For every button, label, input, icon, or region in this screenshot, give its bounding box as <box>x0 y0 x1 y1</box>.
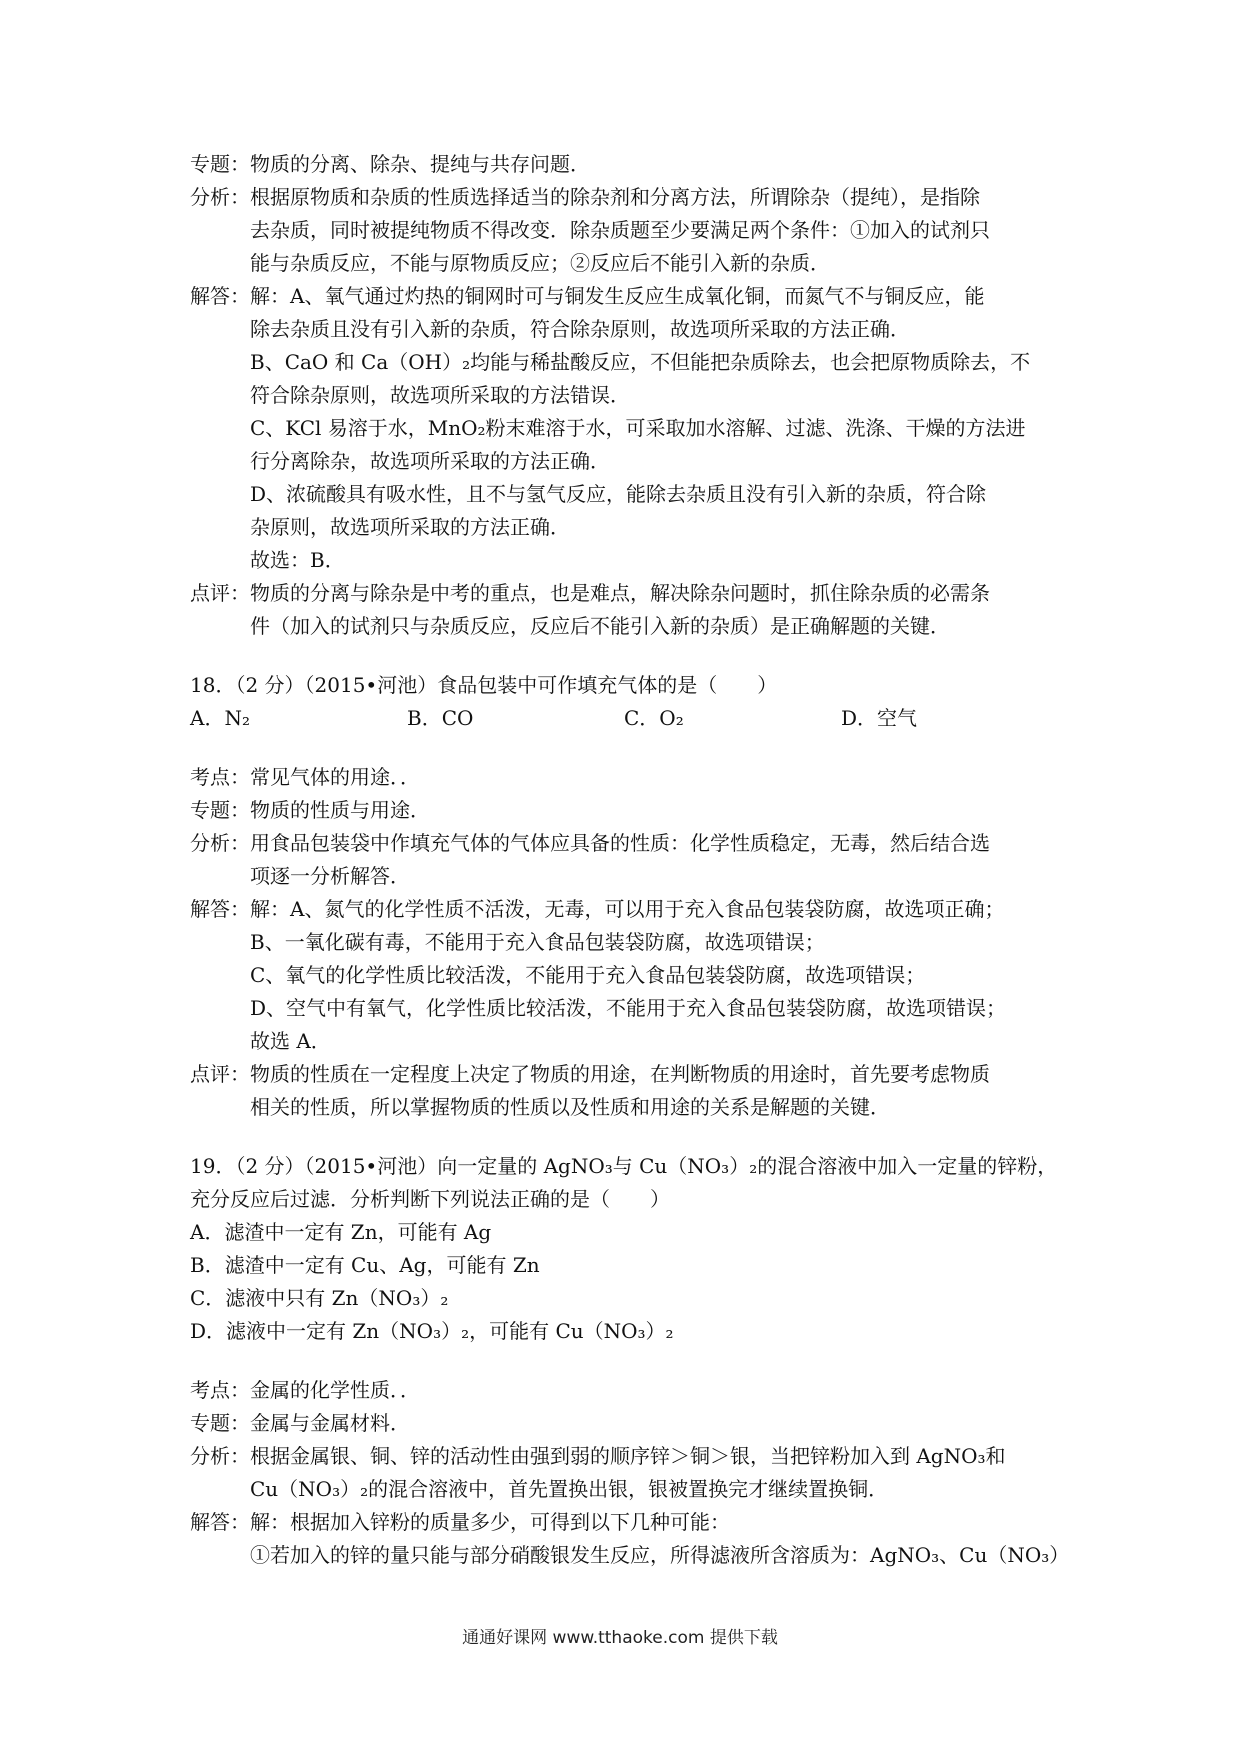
text-line: 项逐一分析解答． <box>250 864 410 888</box>
text-line: 件（加入的试剂只与杂质反应，反应后不能引入新的杂质）是正确解题的关键． <box>250 614 950 638</box>
text-line: C、KCl 易溶于水，MnO₂粉末难溶于水，可采取加水溶解、过滤、洗涤、干燥的方法进 <box>250 416 1026 440</box>
text-line: 物质的分离、除杂、提纯与共存问题． <box>250 152 590 176</box>
text-line: 物质的分离与除杂是中考的重点，也是难点，解决除杂问题时，抓住除杂质的必需条 <box>250 581 990 605</box>
text-line: 金属与金属材料． <box>250 1411 410 1435</box>
text-line: 行分离除杂，故选项所采取的方法正确． <box>250 449 610 473</box>
text-line: 常见气体的用途．． <box>250 765 420 789</box>
q18-options <box>190 702 1060 735</box>
section-label: 解答： <box>190 284 250 308</box>
text-line: D、空气中有氧气，化学性质比较活泼，不能用于充入食品包装袋防腐，故选项错误； <box>250 996 1007 1020</box>
text-line: 物质的性质在一定程度上决定了物质的用途，在判断物质的用途时，首先要考虑物质 <box>250 1062 990 1086</box>
document-content <box>190 148 1070 1572</box>
q18-kaodian <box>190 761 1060 794</box>
q18-fenxi <box>190 827 1060 893</box>
section-label: 点评： <box>190 581 250 605</box>
q17-jieda <box>190 280 1060 577</box>
section-label: 考点： <box>190 1378 250 1402</box>
text-line: D、浓硫酸具有吸水性，且不与氢气反应，能除去杂质且没有引入新的杂质，符合除 <box>250 482 987 506</box>
q18-zhuanti <box>190 794 1060 827</box>
q18-dianping <box>190 1058 1060 1124</box>
option-a: A．滤渣中一定有 Zn，可能有 Ag <box>190 1220 492 1244</box>
text-line: 相关的性质，所以掌握物质的性质以及性质和用途的关系是解题的关键． <box>250 1095 890 1119</box>
text-line: 去杂质，同时被提纯物质不得改变．除杂质题至少要满足两个条件：①加入的试剂只 <box>250 218 990 242</box>
q19-zhuanti <box>190 1407 1060 1440</box>
text-line: 用食品包装袋中作填充气体的气体应具备的性质：化学性质稳定，无毒，然后结合选 <box>250 831 990 855</box>
q19-fenxi <box>190 1440 1060 1506</box>
q19-kaodian <box>190 1374 1060 1407</box>
text-line: 解：根据加入锌粉的质量多少，可得到以下几种可能： <box>250 1510 730 1534</box>
section-label: 分析： <box>190 1444 250 1468</box>
option-d: D．空气 <box>841 706 918 730</box>
text-line: ①若加入的锌的量只能与部分硝酸银发生反应，所得滤液所含溶质为：AgNO₃、Cu（NO₃） <box>250 1543 1070 1567</box>
text-line: C、氧气的化学性质比较活泼，不能用于充入食品包装袋防腐，故选项错误； <box>250 963 926 987</box>
option-b: B．CO <box>407 706 474 730</box>
text-line: B、一氧化碳有毒，不能用于充入食品包装袋防腐，故选项错误； <box>250 930 825 954</box>
option-c: C．滤液中只有 Zn（NO₃）₂ <box>190 1286 449 1310</box>
q17-zhuanti <box>190 148 1060 181</box>
text-line: 故选 A． <box>250 1029 331 1053</box>
text-line: B、CaO 和 Ca（OH）₂均能与稀盐酸反应，不但能把杂质除去，也会把原物质除去，不 <box>250 350 1031 374</box>
section-label: 解答： <box>190 897 250 921</box>
text-line: 金属的化学性质．． <box>250 1378 420 1402</box>
text-line: 解：A、氮气的化学性质不活泼，无毒，可以用于充入食品包装袋防腐，故选项正确； <box>250 897 1005 921</box>
text-line: 故选：B． <box>250 548 345 572</box>
text-line: 除去杂质且没有引入新的杂质，符合除杂原则，故选项所采取的方法正确． <box>250 317 910 341</box>
text-line: 物质的性质与用途． <box>250 798 430 822</box>
section-label: 专题： <box>190 798 250 822</box>
text-line: 杂原则，故选项所采取的方法正确． <box>250 515 570 539</box>
option-c: C．O₂ <box>624 706 684 730</box>
section-label: 解答： <box>190 1510 250 1534</box>
option-d: D．滤液中一定有 Zn（NO₃）₂，可能有 Cu（NO₃）₂ <box>190 1319 674 1343</box>
text-line: 符合除杂原则，故选项所采取的方法错误． <box>250 383 630 407</box>
text-line: 根据金属银、铜、锌的活动性由强到弱的顺序锌＞铜＞银，当把锌粉加入到 AgNO₃和 <box>250 1444 1006 1468</box>
text-line: 解：A、氧气通过灼热的铜网时可与铜发生反应生成氧化铜，而氮气不与铜反应，能 <box>250 284 985 308</box>
text-line: Cu（NO₃）₂的混合溶液中，首先置换出银，银被置换完才继续置换铜． <box>250 1477 889 1501</box>
option-a: A．N₂ <box>190 706 250 730</box>
question-18: 18．（2 分）（2015•河池）食品包装中可作填充气体的是（ ） <box>190 673 778 697</box>
spacer <box>190 1124 1060 1150</box>
text-line: 根据原物质和杂质的性质选择适当的除杂剂和分离方法，所谓除杂（提纯），是指除 <box>250 185 980 209</box>
option-b: B．滤渣中一定有 Cu、Ag，可能有 Zn <box>190 1253 540 1277</box>
q17-fenxi <box>190 181 1060 280</box>
question-19-line: 19．（2 分）（2015•河池）向一定量的 AgNO₃与 Cu（NO₃）₂的混合溶液中加入一定量的锌粉， <box>190 1154 1058 1178</box>
section-label: 专题： <box>190 152 250 176</box>
question-19-line: 充分反应后过滤．分析判断下列说法正确的是（ ） <box>190 1187 670 1211</box>
q18-jieda <box>190 893 1060 1058</box>
section-label: 分析： <box>190 831 250 855</box>
spacer <box>190 735 1060 761</box>
section-label: 专题： <box>190 1411 250 1435</box>
section-label: 考点： <box>190 765 250 789</box>
text-line: 能与杂质反应，不能与原物质反应；②反应后不能引入新的杂质． <box>250 251 830 275</box>
q17-dianping <box>190 577 1060 643</box>
spacer <box>190 1348 1060 1374</box>
q19-jieda <box>190 1506 1070 1572</box>
page-footer: 通通好课网 www.tthaoke.com 提供下载 <box>462 1628 778 1648</box>
section-label: 点评： <box>190 1062 250 1086</box>
spacer <box>190 643 1060 669</box>
section-label: 分析： <box>190 185 250 209</box>
